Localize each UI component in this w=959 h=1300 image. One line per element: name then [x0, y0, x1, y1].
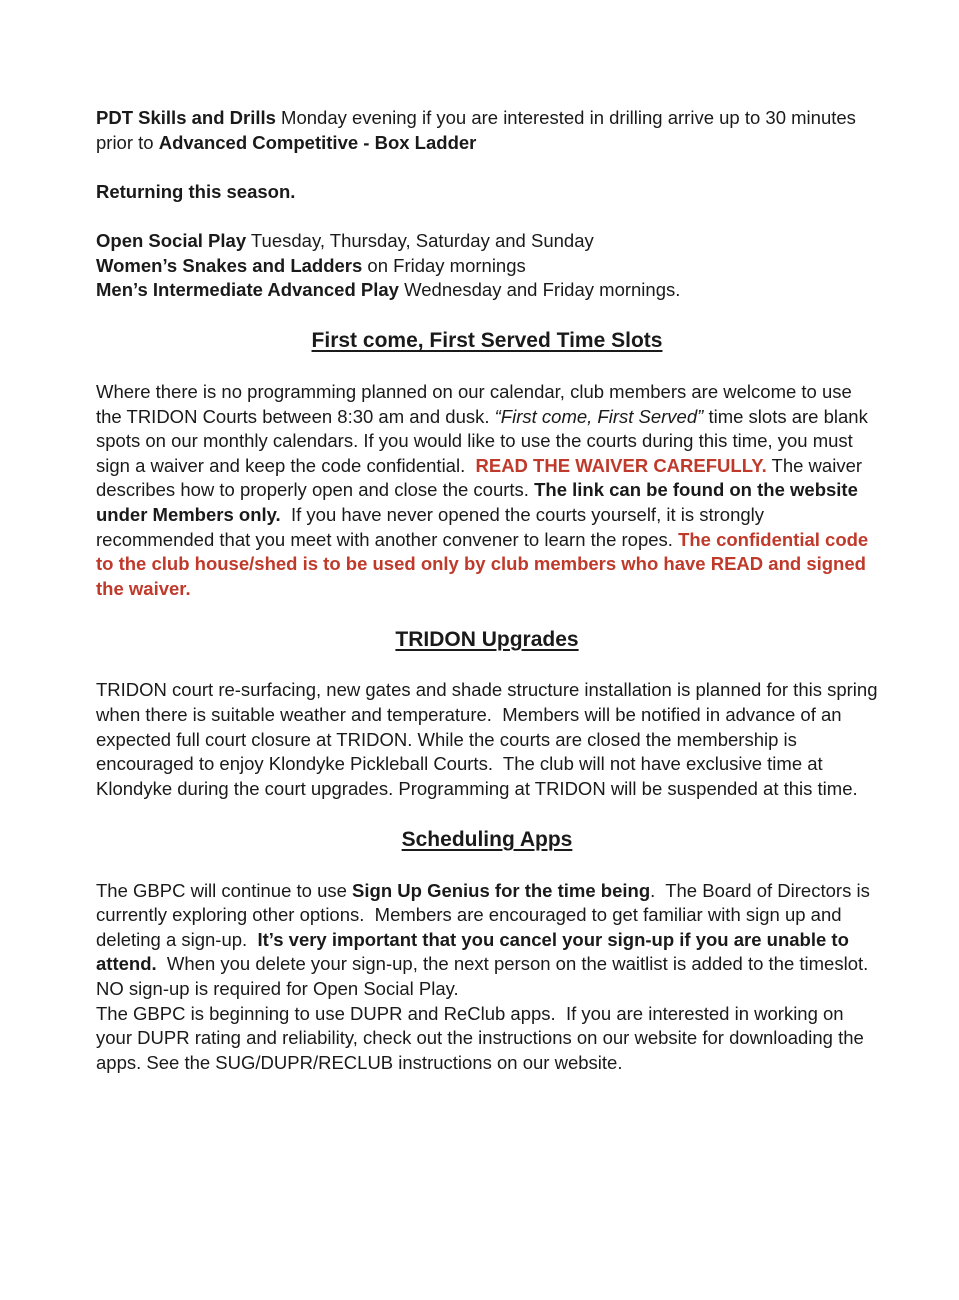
text-run: Wednesday and Friday mornings.	[398, 279, 681, 301]
paragraph	[96, 678, 883, 801]
text-run: If you have never opened the courts yourself, it is strongly recommended that you meet with another convener to learn the ropes.	[96, 503, 770, 550]
text-run: Advanced Competitive - Box Ladder	[158, 131, 477, 153]
text-run: The confidential code to the club house/shed is to be used only by club members who have READ and signed the waiver.	[96, 528, 874, 599]
blank-line	[96, 355, 878, 380]
text-run: Men’s Intermediate Advanced Play	[96, 279, 399, 301]
blank-line	[96, 303, 878, 328]
blank-line	[96, 601, 878, 626]
text-run: PDT Skills and Drills	[96, 107, 276, 128]
paragraph	[96, 106, 878, 155]
text-run: . The Board of Directors is currently exploring other options. Members are encouraged to get familiar with sign up and deleting a sign-up.	[96, 879, 875, 950]
text-run: TRIDON court re-surfacing, new gates and shade structure installation is planned for this spring when there is suitable weather and temperature. Members will be notified in advance of an expected full court closure at TRIDON. While the courts are closed the membership is encouraged to enjoy Klondyke Pickleball Courts. The club will not have exclusive time at Klondyke during the court upgrades. Programming at TRIDON will be suspended at this time.	[96, 679, 883, 799]
blank-line	[96, 155, 878, 180]
text-run: time slots are blank spots on our monthly calendars. If you would like to use the courts during this time, you must sign a waiver and keep the code confidential.	[96, 405, 873, 476]
text-run: READ THE WAIVER CAREFULLY.	[475, 454, 767, 476]
text-run: “First come, First Served”	[494, 405, 704, 427]
text-run: on Friday mornings	[362, 254, 526, 276]
paragraph	[96, 180, 878, 205]
blank-line	[96, 204, 878, 229]
text-run: Women’s Snakes and Ladders	[96, 254, 363, 276]
text-run: The link can be found on the website under Members only.	[96, 479, 864, 525]
document-content	[96, 106, 883, 1075]
section-heading: First come, First Served Time Slots	[311, 329, 663, 353]
blank-line	[96, 654, 878, 679]
text-run: NO sign-up is required for Open Social Play.	[96, 978, 459, 999]
paragraph	[96, 380, 878, 601]
paragraph	[96, 229, 878, 303]
blank-line	[96, 854, 878, 879]
text-run: When you delete your sign-up, the next person on the waitlist is added to the timeslot.	[156, 953, 869, 975]
section-heading: TRIDON Upgrades	[395, 627, 579, 651]
text-run: Open Social Play	[96, 229, 247, 251]
section-heading: Scheduling Apps	[401, 828, 573, 852]
text-run: It’s very important that you cancel your sign-up if you are unable to attend.	[96, 928, 855, 975]
text-run: Tuesday, Thursday, Saturday and Sunday	[246, 229, 594, 251]
text-run: The GBPC is beginning to use DUPR and ReClub apps. If you are interested in working on your DUPR rating and reliability, check out the instructions on our website for downloading the apps. See the SUG/DUPR/RECLUB instructions on our website.	[96, 1002, 869, 1073]
text-run: Where there is no programming planned on our calendar, club members are welcome to use the TRIDON Courts between 8:30 am and dusk.	[96, 380, 857, 427]
text-run: Returning this season.	[96, 180, 296, 202]
text-run: The waiver describes how to properly open and close the courts.	[96, 454, 868, 501]
text-run: Monday evening if you are interested in drilling arrive up to 30 minutes prior to	[96, 107, 862, 153]
blank-line	[96, 801, 878, 826]
text-run: Sign Up Genius for the time being	[352, 879, 651, 901]
paragraph	[96, 879, 878, 1076]
text-run: The GBPC will continue to use	[96, 879, 353, 901]
